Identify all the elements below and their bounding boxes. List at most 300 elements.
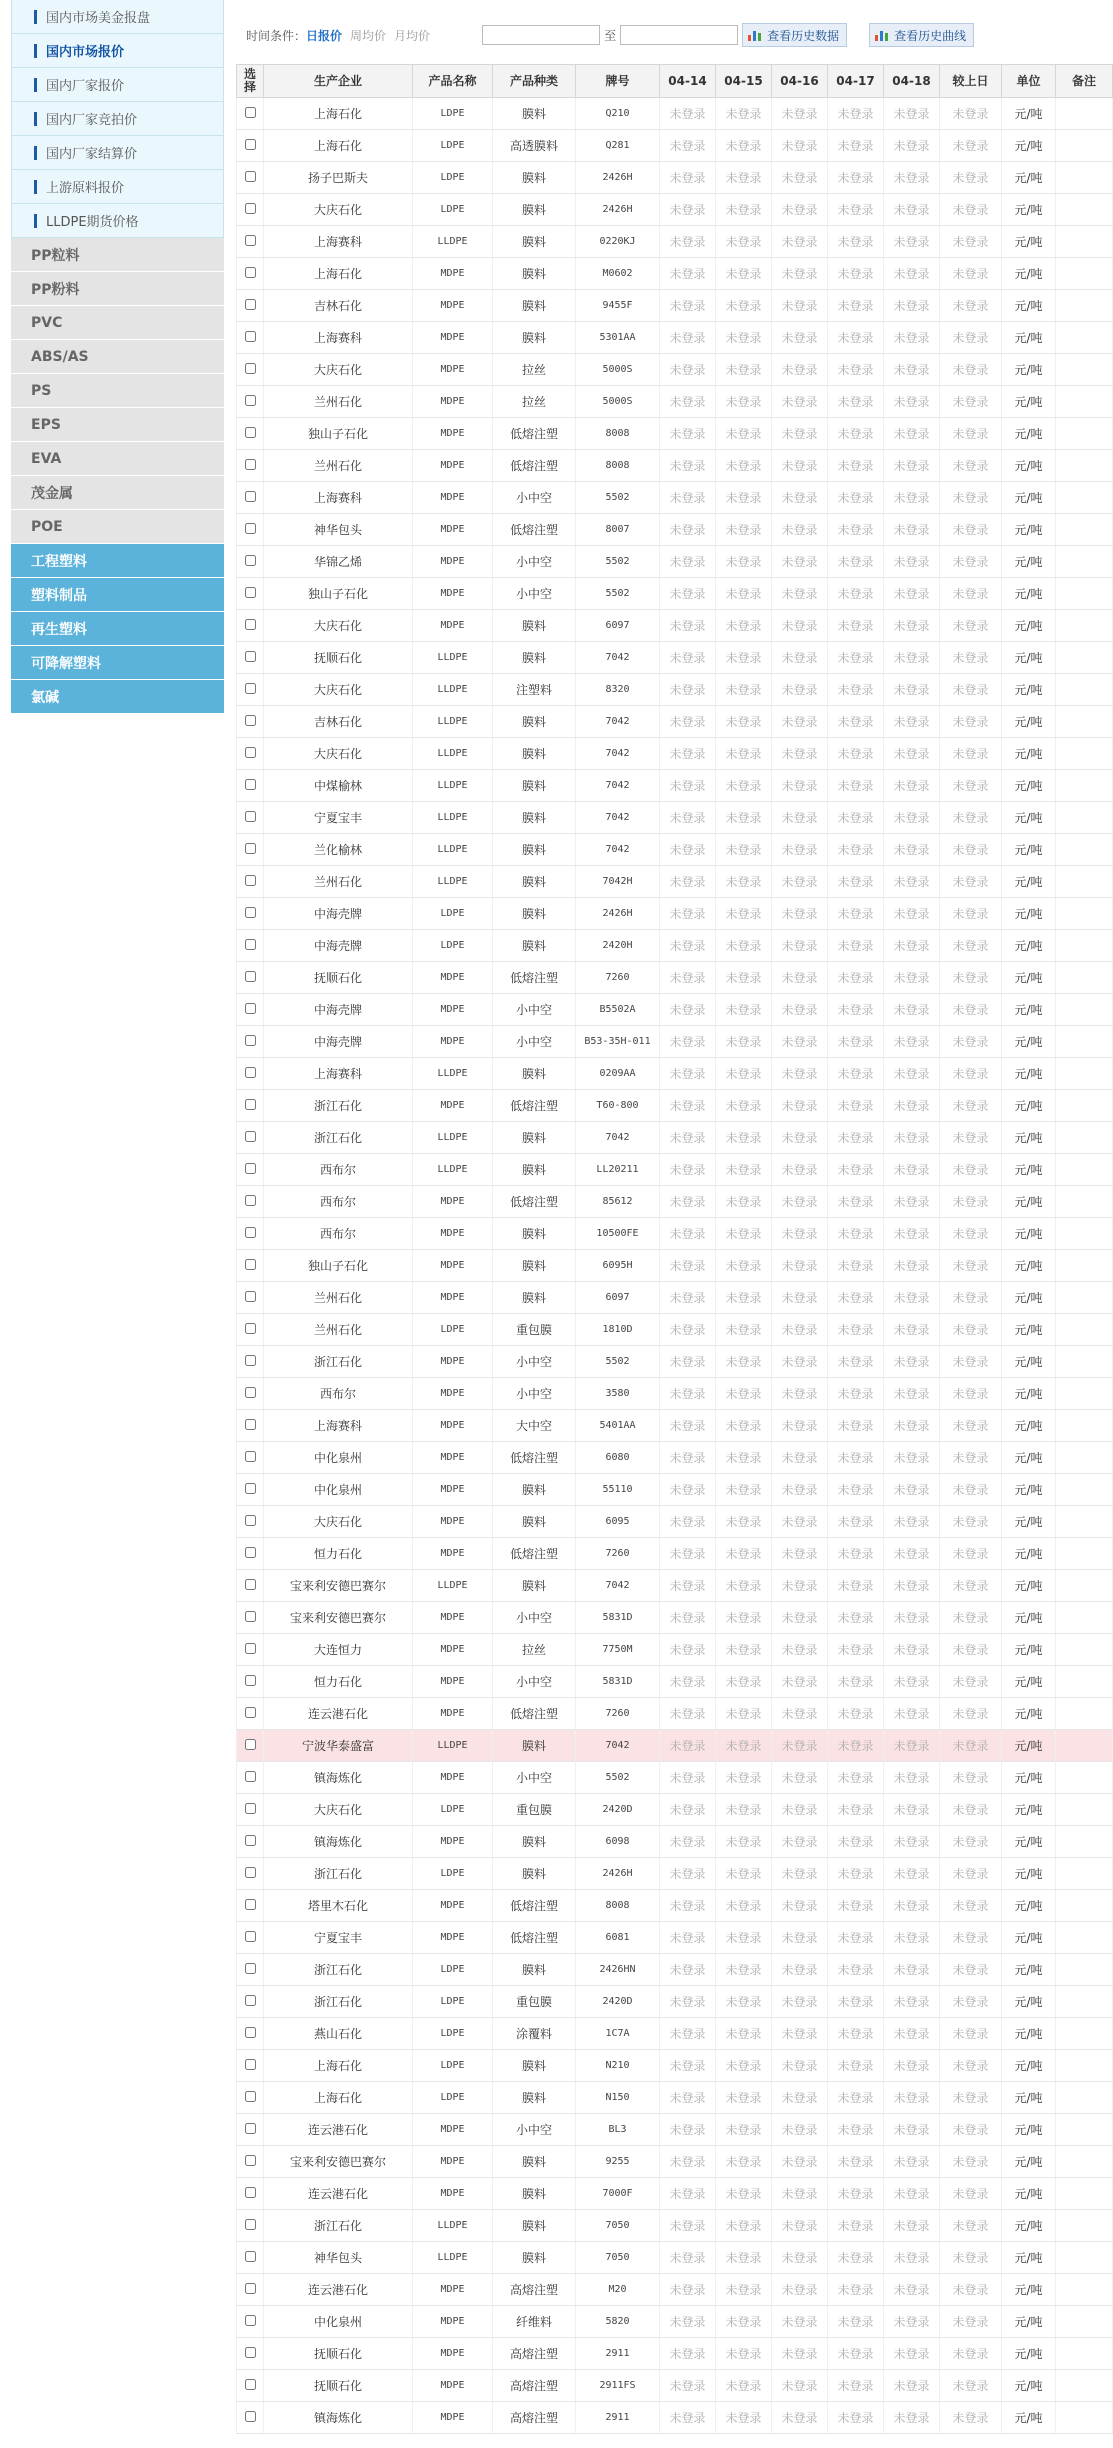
change-cell: 未登录	[940, 1570, 1002, 1602]
grade-cell: 0209AA	[576, 1058, 660, 1090]
select-cell	[237, 482, 264, 514]
sidebar-sub-item-label: 国内厂家竞拍价	[46, 113, 138, 128]
price-cell: 未登录	[884, 2370, 940, 2402]
price-cell: 未登录	[884, 770, 940, 802]
table-row	[237, 1858, 1113, 1890]
price-cell: 未登录	[828, 1730, 884, 1762]
row-checkbox[interactable]	[245, 1067, 256, 1078]
row-checkbox[interactable]	[245, 2187, 256, 2198]
price-cell: 未登录	[660, 514, 716, 546]
sidebar-section-item[interactable]: 塑料制品	[11, 578, 224, 612]
remark-cell	[1056, 1186, 1113, 1218]
product-type-cell: 小中空	[493, 578, 576, 610]
select-cell	[237, 1794, 264, 1826]
unit-cell: 元/吨	[1002, 1378, 1056, 1410]
price-cell: 未登录	[884, 386, 940, 418]
grade-cell: 7042	[576, 802, 660, 834]
grade-cell: 1C7A	[576, 2018, 660, 2050]
producer-cell: 宝来利安德巴赛尔	[264, 1602, 413, 1634]
row-checkbox[interactable]	[245, 427, 256, 438]
price-cell: 未登录	[660, 1378, 716, 1410]
sidebar-category-item[interactable]: PP粒料	[11, 238, 224, 272]
row-checkbox[interactable]	[245, 139, 256, 150]
remark-cell	[1056, 1858, 1113, 1890]
change-cell: 未登录	[940, 1826, 1002, 1858]
table-row	[237, 162, 1113, 194]
remark-cell	[1056, 418, 1113, 450]
product-type-cell: 膜料	[493, 898, 576, 930]
header-remark: 备注	[1056, 65, 1113, 98]
price-cell: 未登录	[660, 2402, 716, 2434]
product-type-cell: 小中空	[493, 994, 576, 1026]
sidebar-section-item[interactable]: 氯碱	[11, 680, 224, 714]
header-product-type: 产品种类	[493, 65, 576, 98]
producer-cell: 浙江石化	[264, 1122, 413, 1154]
change-cell: 未登录	[940, 1154, 1002, 1186]
price-cell: 未登录	[772, 1602, 828, 1634]
table-row	[237, 1122, 1113, 1154]
price-cell: 未登录	[716, 2018, 772, 2050]
change-cell: 未登录	[940, 2370, 1002, 2402]
row-checkbox[interactable]	[245, 1291, 256, 1302]
row-checkbox[interactable]	[245, 1547, 256, 1558]
row-checkbox[interactable]	[245, 1739, 256, 1750]
producer-cell: 大庆石化	[264, 738, 413, 770]
price-cell: 未登录	[828, 1794, 884, 1826]
sidebar-sub-item[interactable]	[11, 34, 224, 68]
row-checkbox[interactable]	[245, 1259, 256, 1270]
row-checkbox[interactable]	[245, 2059, 256, 2070]
row-checkbox[interactable]	[245, 1099, 256, 1110]
row-checkbox[interactable]	[245, 2283, 256, 2294]
row-checkbox[interactable]	[245, 1803, 256, 1814]
price-cell: 未登录	[772, 1474, 828, 1506]
table-row	[237, 1826, 1113, 1858]
price-cell: 未登录	[772, 1730, 828, 1762]
price-cell: 未登录	[884, 898, 940, 930]
sidebar-section-item[interactable]: 工程塑料	[11, 544, 224, 578]
unit-cell: 元/吨	[1002, 2210, 1056, 2242]
table-body	[237, 98, 1113, 2434]
price-cell: 未登录	[884, 2274, 940, 2306]
sidebar-sub-item[interactable]	[11, 204, 224, 238]
select-cell	[237, 1986, 264, 2018]
change-cell: 未登录	[940, 354, 1002, 386]
table-row	[237, 2114, 1113, 2146]
row-checkbox[interactable]	[245, 1771, 256, 1782]
row-checkbox[interactable]	[245, 619, 256, 630]
product-type-cell: 小中空	[493, 1346, 576, 1378]
price-cell: 未登录	[884, 290, 940, 322]
price-cell: 未登录	[716, 1538, 772, 1570]
change-cell: 未登录	[940, 1666, 1002, 1698]
price-cell: 未登录	[772, 354, 828, 386]
price-cell: 未登录	[716, 98, 772, 130]
row-checkbox[interactable]	[245, 587, 256, 598]
change-cell: 未登录	[940, 2050, 1002, 2082]
history-curve-button[interactable]	[869, 23, 974, 47]
sidebar-category-item[interactable]: PP粉料	[11, 272, 224, 306]
product-name-cell: MDPE	[413, 1090, 493, 1122]
price-cell: 未登录	[716, 1730, 772, 1762]
row-checkbox[interactable]	[245, 1643, 256, 1654]
price-cell: 未登录	[772, 2210, 828, 2242]
select-cell	[237, 162, 264, 194]
row-checkbox[interactable]	[245, 107, 256, 118]
producer-cell: 宁夏宝丰	[264, 802, 413, 834]
row-checkbox[interactable]	[245, 971, 256, 982]
daily-price-option[interactable]: 日报价	[306, 28, 343, 43]
unit-cell: 元/吨	[1002, 1890, 1056, 1922]
product-name-cell: LLDPE	[413, 674, 493, 706]
change-cell: 未登录	[940, 674, 1002, 706]
row-checkbox[interactable]	[245, 715, 256, 726]
price-cell: 未登录	[828, 130, 884, 162]
remark-cell	[1056, 610, 1113, 642]
price-cell: 未登录	[828, 770, 884, 802]
unit-cell: 元/吨	[1002, 674, 1056, 706]
product-name-cell: MDPE	[413, 578, 493, 610]
row-checkbox[interactable]	[245, 1867, 256, 1878]
unit-cell: 元/吨	[1002, 1826, 1056, 1858]
time-condition-label: 时间条件：	[246, 28, 307, 43]
filter-bar	[236, 18, 1112, 52]
price-cell: 未登录	[828, 1218, 884, 1250]
table-row	[237, 1378, 1113, 1410]
select-cell	[237, 2274, 264, 2306]
sidebar-sub-item[interactable]	[11, 170, 224, 204]
product-name-cell: MDPE	[413, 2370, 493, 2402]
price-cell: 未登录	[884, 642, 940, 674]
remark-cell	[1056, 2370, 1113, 2402]
product-type-cell: 高熔注塑	[493, 2370, 576, 2402]
grade-cell: 3580	[576, 1378, 660, 1410]
row-checkbox[interactable]	[245, 203, 256, 214]
producer-cell: 大庆石化	[264, 674, 413, 706]
row-checkbox[interactable]	[245, 299, 256, 310]
row-checkbox[interactable]	[245, 779, 256, 790]
row-checkbox[interactable]	[245, 235, 256, 246]
row-checkbox[interactable]	[245, 1963, 256, 1974]
row-checkbox[interactable]	[245, 683, 256, 694]
price-cell: 未登录	[660, 2178, 716, 2210]
sidebar-sub-item[interactable]	[11, 102, 224, 136]
remark-cell	[1056, 962, 1113, 994]
product-type-cell: 小中空	[493, 1666, 576, 1698]
remark-cell	[1056, 1026, 1113, 1058]
row-checkbox[interactable]	[245, 1835, 256, 1846]
product-name-cell: LLDPE	[413, 1122, 493, 1154]
history-data-button[interactable]	[742, 23, 847, 47]
price-cell: 未登录	[660, 1762, 716, 1794]
table-row	[237, 674, 1113, 706]
producer-cell: 中海壳牌	[264, 898, 413, 930]
row-checkbox[interactable]	[245, 1611, 256, 1622]
unit-cell: 元/吨	[1002, 2050, 1056, 2082]
price-cell: 未登录	[716, 1218, 772, 1250]
price-cell: 未登录	[660, 2082, 716, 2114]
unit-cell: 元/吨	[1002, 1410, 1056, 1442]
remark-cell	[1056, 1218, 1113, 1250]
price-cell: 未登录	[884, 1122, 940, 1154]
select-cell	[237, 578, 264, 610]
price-cell: 未登录	[884, 514, 940, 546]
table-row	[237, 1730, 1113, 1762]
price-cell: 未登录	[884, 1378, 940, 1410]
price-cell: 未登录	[660, 1986, 716, 2018]
unit-cell: 元/吨	[1002, 898, 1056, 930]
row-checkbox[interactable]	[245, 651, 256, 662]
price-cell: 未登录	[772, 2082, 828, 2114]
row-checkbox[interactable]	[245, 491, 256, 502]
row-checkbox[interactable]	[245, 2251, 256, 2262]
row-checkbox[interactable]	[245, 1483, 256, 1494]
price-cell: 未登录	[660, 1218, 716, 1250]
unit-cell: 元/吨	[1002, 258, 1056, 290]
row-checkbox[interactable]	[245, 2411, 256, 2422]
change-cell: 未登录	[940, 2242, 1002, 2274]
row-checkbox[interactable]	[245, 1323, 256, 1334]
product-name-cell: MDPE	[413, 1474, 493, 1506]
row-checkbox[interactable]	[245, 875, 256, 886]
row-checkbox[interactable]	[245, 1419, 256, 1430]
producer-cell: 宝来利安德巴赛尔	[264, 2146, 413, 2178]
producer-cell: 独山子石化	[264, 418, 413, 450]
price-table-container	[236, 64, 1112, 2434]
change-cell: 未登录	[940, 1378, 1002, 1410]
price-cell: 未登录	[884, 1698, 940, 1730]
change-cell: 未登录	[940, 226, 1002, 258]
sidebar-category-item[interactable]: EPS	[11, 408, 224, 442]
grade-cell: 7260	[576, 962, 660, 994]
price-cell: 未登录	[828, 2306, 884, 2338]
price-cell: 未登录	[772, 1154, 828, 1186]
sidebar-section-item[interactable]: 再生塑料	[11, 612, 224, 646]
row-checkbox[interactable]	[245, 843, 256, 854]
unit-cell: 元/吨	[1002, 1762, 1056, 1794]
start-date-input[interactable]	[482, 25, 600, 45]
row-checkbox[interactable]	[245, 2379, 256, 2390]
select-cell	[237, 1410, 264, 1442]
price-cell: 未登录	[884, 1858, 940, 1890]
price-cell: 未登录	[772, 1186, 828, 1218]
unit-cell: 元/吨	[1002, 1250, 1056, 1282]
price-cell: 未登录	[772, 1058, 828, 1090]
row-checkbox[interactable]	[245, 395, 256, 406]
price-cell: 未登录	[884, 1890, 940, 1922]
price-cell: 未登录	[660, 930, 716, 962]
row-checkbox[interactable]	[245, 1707, 256, 1718]
change-cell: 未登录	[940, 2114, 1002, 2146]
row-checkbox[interactable]	[245, 363, 256, 374]
sidebar-sub-item[interactable]	[11, 0, 224, 34]
row-checkbox[interactable]	[245, 267, 256, 278]
row-checkbox[interactable]	[245, 907, 256, 918]
row-checkbox[interactable]	[245, 2091, 256, 2102]
grade-cell: LL20211	[576, 1154, 660, 1186]
row-checkbox[interactable]	[245, 2219, 256, 2230]
table-row	[237, 2178, 1113, 2210]
remark-cell	[1056, 482, 1113, 514]
weekly-avg-option[interactable]: 周均价	[350, 28, 387, 43]
change-cell: 未登录	[940, 1890, 1002, 1922]
row-checkbox[interactable]	[245, 1387, 256, 1398]
price-cell: 未登录	[884, 2146, 940, 2178]
product-type-cell: 小中空	[493, 2114, 576, 2146]
grade-cell: 9455F	[576, 290, 660, 322]
price-cell: 未登录	[660, 482, 716, 514]
select-cell	[237, 898, 264, 930]
product-type-cell: 膜料	[493, 290, 576, 322]
table-row	[237, 2146, 1113, 2178]
sidebar-category-item[interactable]: PS	[11, 374, 224, 408]
price-cell: 未登录	[884, 2050, 940, 2082]
product-type-cell: 小中空	[493, 482, 576, 514]
row-checkbox[interactable]	[245, 2347, 256, 2358]
sidebar-sub-item-label: 国内市场报价	[46, 45, 125, 60]
sidebar-category-item[interactable]: EVA	[11, 442, 224, 476]
row-checkbox[interactable]	[245, 1931, 256, 1942]
change-cell: 未登录	[940, 2210, 1002, 2242]
remark-cell	[1056, 1762, 1113, 1794]
unit-cell: 元/吨	[1002, 418, 1056, 450]
product-name-cell: MDPE	[413, 1410, 493, 1442]
unit-cell: 元/吨	[1002, 1730, 1056, 1762]
price-cell: 未登录	[772, 1410, 828, 1442]
product-name-cell: MDPE	[413, 546, 493, 578]
grade-cell: 5831D	[576, 1666, 660, 1698]
sidebar-category-item[interactable]: POE	[11, 510, 224, 544]
sidebar-section-item[interactable]: 可降解塑料	[11, 646, 224, 680]
row-checkbox[interactable]	[245, 1163, 256, 1174]
price-cell: 未登录	[772, 994, 828, 1026]
row-checkbox[interactable]	[245, 459, 256, 470]
product-name-cell: MDPE	[413, 2338, 493, 2370]
row-checkbox[interactable]	[245, 939, 256, 950]
grade-cell: 7042	[576, 770, 660, 802]
row-checkbox[interactable]	[245, 1131, 256, 1142]
price-cell: 未登录	[660, 1314, 716, 1346]
price-cell: 未登录	[660, 450, 716, 482]
row-checkbox[interactable]	[245, 1515, 256, 1526]
price-cell: 未登录	[716, 450, 772, 482]
sidebar-sub-item[interactable]	[11, 136, 224, 170]
row-checkbox[interactable]	[245, 1675, 256, 1686]
product-type-cell: 注塑料	[493, 674, 576, 706]
price-cell: 未登录	[716, 674, 772, 706]
grade-cell: 0220KJ	[576, 226, 660, 258]
unit-cell: 元/吨	[1002, 706, 1056, 738]
price-cell: 未登录	[716, 1634, 772, 1666]
price-cell: 未登录	[660, 2338, 716, 2370]
price-cell: 未登录	[772, 130, 828, 162]
product-type-cell: 重包膜	[493, 1794, 576, 1826]
sidebar-category-item[interactable]: 茂金属	[11, 476, 224, 510]
row-checkbox[interactable]	[245, 1035, 256, 1046]
row-checkbox[interactable]	[245, 1579, 256, 1590]
remark-cell	[1056, 578, 1113, 610]
producer-cell: 大庆石化	[264, 194, 413, 226]
price-cell: 未登录	[716, 834, 772, 866]
product-name-cell: MDPE	[413, 322, 493, 354]
row-checkbox[interactable]	[245, 1995, 256, 2006]
row-checkbox[interactable]	[245, 523, 256, 534]
product-type-cell: 膜料	[493, 2210, 576, 2242]
remark-cell	[1056, 1090, 1113, 1122]
producer-cell: 兰州石化	[264, 386, 413, 418]
row-checkbox[interactable]	[245, 1355, 256, 1366]
price-cell: 未登录	[716, 2242, 772, 2274]
row-checkbox[interactable]	[245, 331, 256, 342]
row-checkbox[interactable]	[245, 1451, 256, 1462]
row-checkbox[interactable]	[245, 555, 256, 566]
product-name-cell: LDPE	[413, 930, 493, 962]
remark-cell	[1056, 322, 1113, 354]
grade-cell: 2420D	[576, 1794, 660, 1826]
change-cell: 未登录	[940, 2018, 1002, 2050]
row-checkbox[interactable]	[245, 811, 256, 822]
remark-cell	[1056, 642, 1113, 674]
row-checkbox[interactable]	[245, 1003, 256, 1014]
price-cell: 未登录	[884, 1986, 940, 2018]
sidebar-section-list	[11, 544, 224, 714]
row-checkbox[interactable]	[245, 2123, 256, 2134]
grade-cell: 5502	[576, 1346, 660, 1378]
price-cell: 未登录	[884, 1538, 940, 1570]
end-date-input[interactable]	[620, 25, 738, 45]
price-cell: 未登录	[716, 1506, 772, 1538]
sidebar-category-item[interactable]: ABS/AS	[11, 340, 224, 374]
row-checkbox[interactable]	[245, 2315, 256, 2326]
producer-cell: 镇海炼化	[264, 1762, 413, 1794]
producer-cell: 浙江石化	[264, 1954, 413, 1986]
header-product-name: 产品名称	[413, 65, 493, 98]
producer-cell: 大庆石化	[264, 1794, 413, 1826]
remark-cell	[1056, 2018, 1113, 2050]
remark-cell	[1056, 2402, 1113, 2434]
sidebar-category-item[interactable]: PVC	[11, 306, 224, 340]
monthly-avg-option[interactable]: 月均价	[394, 28, 431, 43]
producer-cell: 中海壳牌	[264, 1026, 413, 1058]
price-cell: 未登录	[772, 1122, 828, 1154]
price-cell: 未登录	[716, 1058, 772, 1090]
price-cell: 未登录	[716, 354, 772, 386]
price-cell: 未登录	[772, 194, 828, 226]
product-type-cell: 重包膜	[493, 1314, 576, 1346]
row-checkbox[interactable]	[245, 1227, 256, 1238]
product-type-cell: 低熔注塑	[493, 1538, 576, 1570]
price-cell: 未登录	[828, 1442, 884, 1474]
table-row	[237, 1538, 1113, 1570]
row-checkbox[interactable]	[245, 1899, 256, 1910]
row-checkbox[interactable]	[245, 747, 256, 758]
product-type-cell: 高透膜料	[493, 130, 576, 162]
row-checkbox[interactable]	[245, 2027, 256, 2038]
remark-cell	[1056, 1890, 1113, 1922]
sidebar-sub-item[interactable]	[11, 68, 224, 102]
change-cell: 未登录	[940, 1922, 1002, 1954]
row-checkbox[interactable]	[245, 1195, 256, 1206]
row-checkbox[interactable]	[245, 171, 256, 182]
table-row	[237, 450, 1113, 482]
table-row	[237, 546, 1113, 578]
header-date-1: 04-14	[660, 65, 716, 98]
product-name-cell: LDPE	[413, 1986, 493, 2018]
product-type-cell: 低熔注塑	[493, 1922, 576, 1954]
producer-cell: 西布尔	[264, 1218, 413, 1250]
row-checkbox[interactable]	[245, 2155, 256, 2166]
grade-cell: 5820	[576, 2306, 660, 2338]
